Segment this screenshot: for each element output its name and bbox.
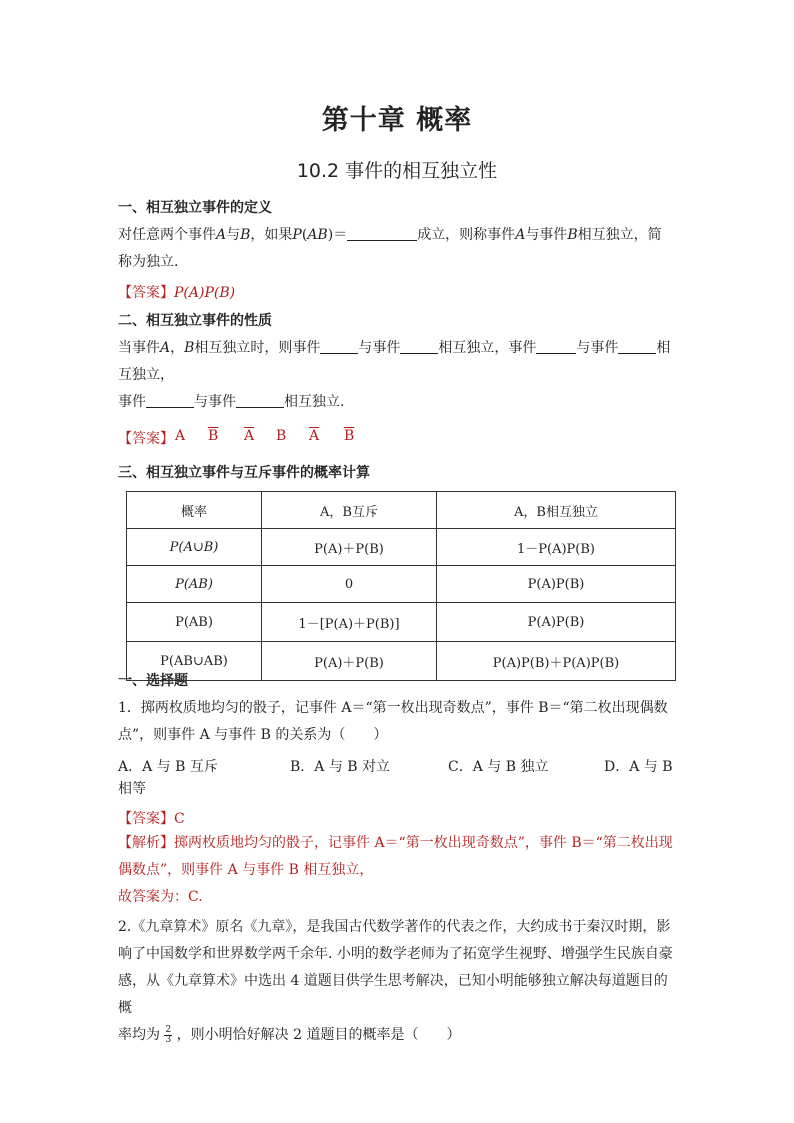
s2-paragraph: 当事件A，B相互独立时，则事件 与事件 相互独立，事件 与事件 相 互独立， 事件 与事件 相互独立. bbox=[118, 340, 671, 410]
s3-heading: 三、相互独立事件与互斥事件的概率计算 bbox=[118, 465, 370, 481]
s1-heading: 一、相互独立事件的定义 bbox=[118, 200, 272, 216]
table-row: P(AB∪AB) P(A)＋P(B) P(A)P(B)＋P(A)P(B) bbox=[127, 642, 676, 681]
option-a: A．A 与 B 互斥 bbox=[118, 759, 218, 775]
option-b: B．A 与 B 对立 bbox=[290, 759, 391, 775]
section-title: 10.2 事件的相互独立性 bbox=[296, 160, 498, 182]
chapter-title: 第十章 概率 bbox=[321, 105, 473, 136]
question-2: 2.《九章算术》原名《九章》，是我国古代数学著作的代表之作，大约成书于秦汉时期，影 响了中国数学和世界数学两千余年. 小明的数学老师为了拓宽学生视野、增强学生民族自豪 感，从《九章算术》中选出 4 道题目供学生思考解决，已知小明能够独立解决每道题目的概 率均为 $\frac{2}{3}$ ，则小明恰好解决 2 道题目的概率是（ ） bbox=[118, 919, 673, 1045]
s2-heading: 二、相互独立事件的性质 bbox=[118, 313, 272, 329]
q1-explanation: 【解析】掷两枚质地均匀的骰子，记事件 A＝“第一枚出现奇数点”，事件 B＝“第二枚出现 偶数点”，则事件 A 与事件 B 相互独立， 故答案为：C. bbox=[118, 835, 673, 905]
s1-paragraph: 对任意两个事件A与B，如果P(AB)＝ 成立，则称事件A与事件B相互独立，简 称为独立. bbox=[118, 227, 662, 270]
fraction: $\frac{2}{3}$ bbox=[165, 1024, 172, 1045]
table-row: P(AB) 1－[P(A)＋P(B)] P(A)P(B) bbox=[127, 603, 676, 642]
question-1: 1．掷两枚质地均匀的骰子，记事件 A＝“第一枚出现奇数点”，事件 B＝“第二枚出现偶数 点”，则事件 A 与事件 B 的关系为（ ） bbox=[118, 700, 668, 743]
s2-answer: 【答案】 A $\overline{B}$ $\overline{A}$ B $\overline{A}$ $\overline{B}$ bbox=[118, 428, 355, 447]
option-d-continued: 相等 bbox=[118, 781, 146, 797]
s4-heading: 一、选择题 bbox=[118, 673, 188, 689]
q1-answer: 【答案】C bbox=[118, 811, 185, 827]
table-header-row: 概率 A，B互斥 A，B相互独立 bbox=[127, 492, 676, 529]
option-c: C．A 与 B 独立 bbox=[448, 759, 549, 775]
option-d: D．A 与 B bbox=[604, 759, 673, 775]
probability-table bbox=[126, 491, 676, 681]
s1-answer: 【答案】P(A)P(B) bbox=[118, 285, 236, 301]
table-row: P(A∪B) P(A)＋P(B) 1－P(A)P(B) bbox=[127, 529, 676, 566]
table-row: P(AB) 0 P(A)P(B) bbox=[127, 566, 676, 603]
blank bbox=[347, 226, 417, 241]
